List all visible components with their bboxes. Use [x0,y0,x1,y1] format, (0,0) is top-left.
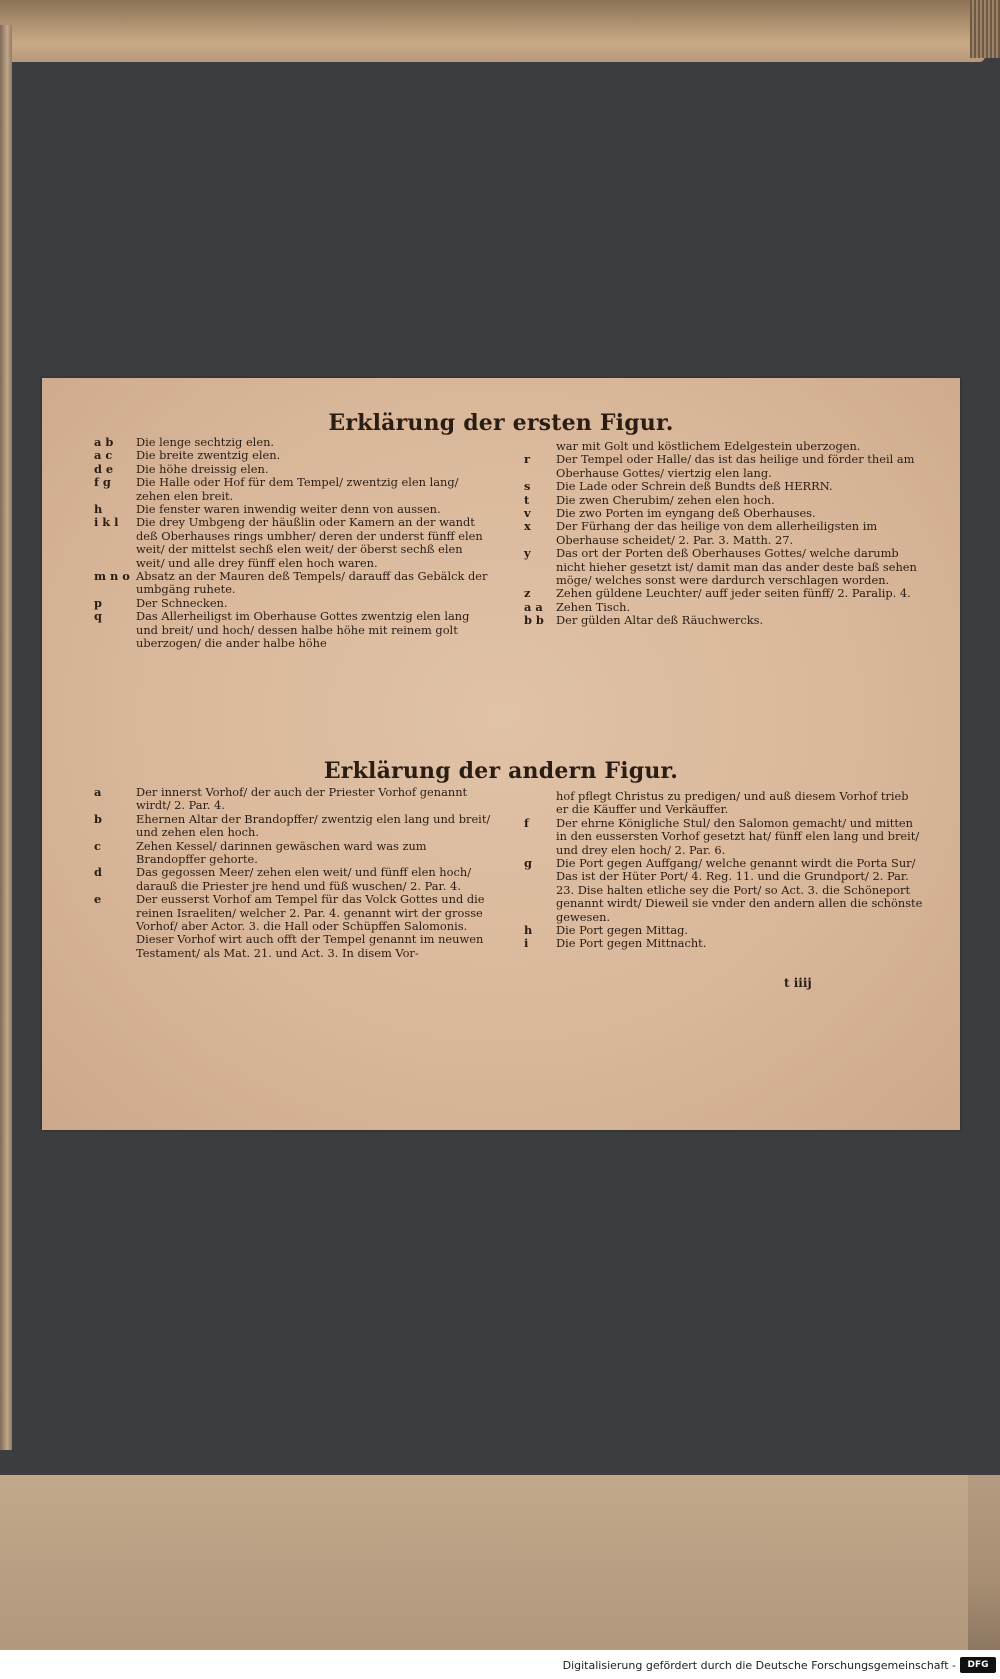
entry-key: h [94,502,103,517]
list-item [94,866,494,893]
entry-key: a a [524,599,543,614]
entry-continuation: hof pflegt Christus zu predigen/ und auß diesem Vorhof trieb er die Käuffer und Verkäuffer. [556,789,909,817]
entry-text: Die Port gegen Mittag. [556,923,689,938]
book-left-pages [0,25,12,1450]
entry-text: Die breite zwentzig elen. [136,448,281,463]
list-item [524,614,924,627]
entry-text: Das ort der Porten deß Oberhauses Gottes/ welche darumb nicht hieher gesetzt ist/ damit man das ander deste baß sehen möge/ welches sonst were dardurch verschlagen worden. [556,546,917,588]
entry-key: s [524,479,531,494]
entry-text: Die lenge sechtzig elen. [136,435,275,449]
list-item [524,937,924,950]
list-item [524,520,924,547]
book-page-top [0,0,985,62]
entry-continuation: war mit Golt und köstlichem Edelgestein uberzogen. [556,439,861,453]
list-item [94,516,494,570]
list-item [524,480,924,493]
entry-text: Die zwo Porten im eyngang deß Oberhauses. [556,506,816,521]
list-item [94,570,494,597]
list-item [524,817,924,857]
list-item [94,610,494,650]
printed-sheet [42,378,960,1130]
entry-key: q [94,609,102,624]
book-page-bottom [0,1475,1000,1650]
entry-text: Die höhe dreissig elen. [136,461,269,476]
entry-key: d [94,865,102,880]
footer-credit: Digitalisierung gefördert durch die Deutsche Forschungsgemeinschaft - [562,1659,956,1672]
list-item [524,494,924,507]
entry-key: c [94,838,101,853]
entry-text: Der Schnecken. [136,595,228,610]
list-item [524,440,924,453]
entry-key: m n o [94,569,130,584]
entry-text: Ehernen Altar der Brandopffer/ zwentzig elen lang und breit/ und zehen elen hoch. [136,811,491,840]
list-item [94,813,494,840]
entry-key: a b [94,435,114,449]
entry-key: x [524,519,531,534]
entry-text: Zehen güldene Leuchter/ auff jeder seiten fünff/ 2. Paralip. 4. [556,586,911,601]
entry-key: y [524,546,531,561]
list-item [94,449,494,462]
entry-key: g [524,856,532,871]
entry-key: d e [94,461,114,476]
list-item [94,597,494,610]
entry-text: Zehen Tisch. [556,599,631,614]
entry-key: b b [524,613,544,628]
entry-text: Die drey Umbgeng der häußlin oder Kamern an der wandt deß Oberhauses rings umbher/ deren der underst fünff elen weit/ der mittelst sechß elen weit/ der öberst sechß elen weit/ und alle drey fünff elen hoch waren. [136,515,483,570]
entry-text: Zehen Kessel/ darinnen gewäschen ward was zum Brandopffer gehorte. [136,838,427,867]
entry-key: v [524,506,531,521]
figure-1-right-column [524,440,924,628]
entry-text: Die Port gegen Mittnacht. [556,936,707,951]
list-item [524,547,924,587]
book-edge [970,0,1000,58]
list-item [94,893,494,960]
entry-key: z [524,586,531,601]
entry-key: a c [94,448,113,463]
entry-text: Der Fürhang der das heilige von dem allerheiligsten im Oberhause scheidet/ 2. Par. 3. Matth. 27. [556,519,878,547]
list-item [524,507,924,520]
list-item [94,476,494,503]
entry-key: r [524,452,531,467]
heading-figure-1: Erklärung der ersten Figur. [328,410,674,436]
entry-key: t [524,492,530,507]
entry-text: Die Port gegen Auffgang/ welche genannt wirdt die Porta Sur/ Das ist der Hüter Port/ 4. Reg. 11. und die Grundport/ 2. Par. 23. Dise halten etliche sey die Port/ so Act. 3. die Schöneport genannt wirdt/ Dieweil sie vnder den andern allen die schönste gewesen. [556,856,923,924]
figure-1-left-column [94,436,494,651]
entry-key: a [94,785,102,799]
list-item [524,453,924,480]
entry-text: Der innerst Vorhof/ der auch der Priester Vorhof genannt wirdt/ 2. Par. 4. [136,785,468,813]
entry-key: i [524,936,529,951]
folio-signature: t iiij [784,976,812,990]
list-item [94,840,494,867]
list-item [524,857,924,924]
list-item [524,924,924,937]
footer-bar [0,1650,1000,1679]
entry-text: Der eusserst Vorhof am Tempel für das Volck Gottes und die reinen Israeliten/ welcher 2. Par. 4. genannt wirt der grosse Vorhof/ aber Actor. 3. die Hall oder Schüpffen Salomonis. Dieser Vorhof wirt auch offt der Tempel genannt im neuwen Testament/ als Mat. 21. und Act. 3. In disem Vor- [136,892,485,960]
list-item [94,786,494,813]
entry-text: Absatz an der Mauren deß Tempels/ darauff das Gebälck der umbgäng ruhete. [136,569,488,597]
entry-text: Die fenster waren inwendig weiter denn von aussen. [136,502,441,517]
entry-text: Die Halle oder Hof für dem Tempel/ zwentzig elen lang/ zehen elen breit. [136,475,459,503]
entry-text: Der Tempel oder Halle/ das ist das heilige und förder theil am Oberhause Gottes/ viertzig elen lang. [556,452,915,480]
entry-key: i k l [94,515,119,530]
list-item [524,587,924,600]
entry-text: Das gegossen Meer/ zehen elen weit/ und fünff elen hoch/ darauß die Priester jre hend und füß wuschen/ 2. Par. 4. [136,865,472,893]
list-item [94,436,494,449]
list-item [524,790,924,817]
list-item [94,503,494,516]
dfg-logo: DFG [960,1657,996,1673]
list-item [524,601,924,614]
entry-text: Der gülden Altar deß Räuchwercks. [556,613,764,628]
entry-text: Die Lade oder Schrein deß Bundts deß HERRN. [556,479,833,494]
entry-key: h [524,923,533,938]
entry-key: e [94,892,102,907]
entry-key: f g [94,475,111,490]
entry-key: f [524,815,529,830]
entry-key: p [94,595,102,610]
entry-text: Der ehrne Königliche Stul/ den Salomon gemacht/ und mitten in den eussersten Vorhof gesetzt hat/ fünff elen lang und breit/ und drey elen hoch/ 2. Par. 6. [556,815,920,857]
list-item [94,463,494,476]
heading-figure-2: Erklärung der andern Figur. [323,758,679,784]
entry-text: Das Allerheiligst im Oberhause Gottes zwentzig elen lang und breit/ und hoch/ dessen halbe höhe mit reinem golt uberzogen/ die ander halbe höhe [136,609,470,651]
figure-2-left-column [94,786,494,960]
entry-key: b [94,811,102,826]
figure-2-right-column [524,790,924,951]
entry-text: Die zwen Cherubim/ zehen elen hoch. [556,492,775,507]
